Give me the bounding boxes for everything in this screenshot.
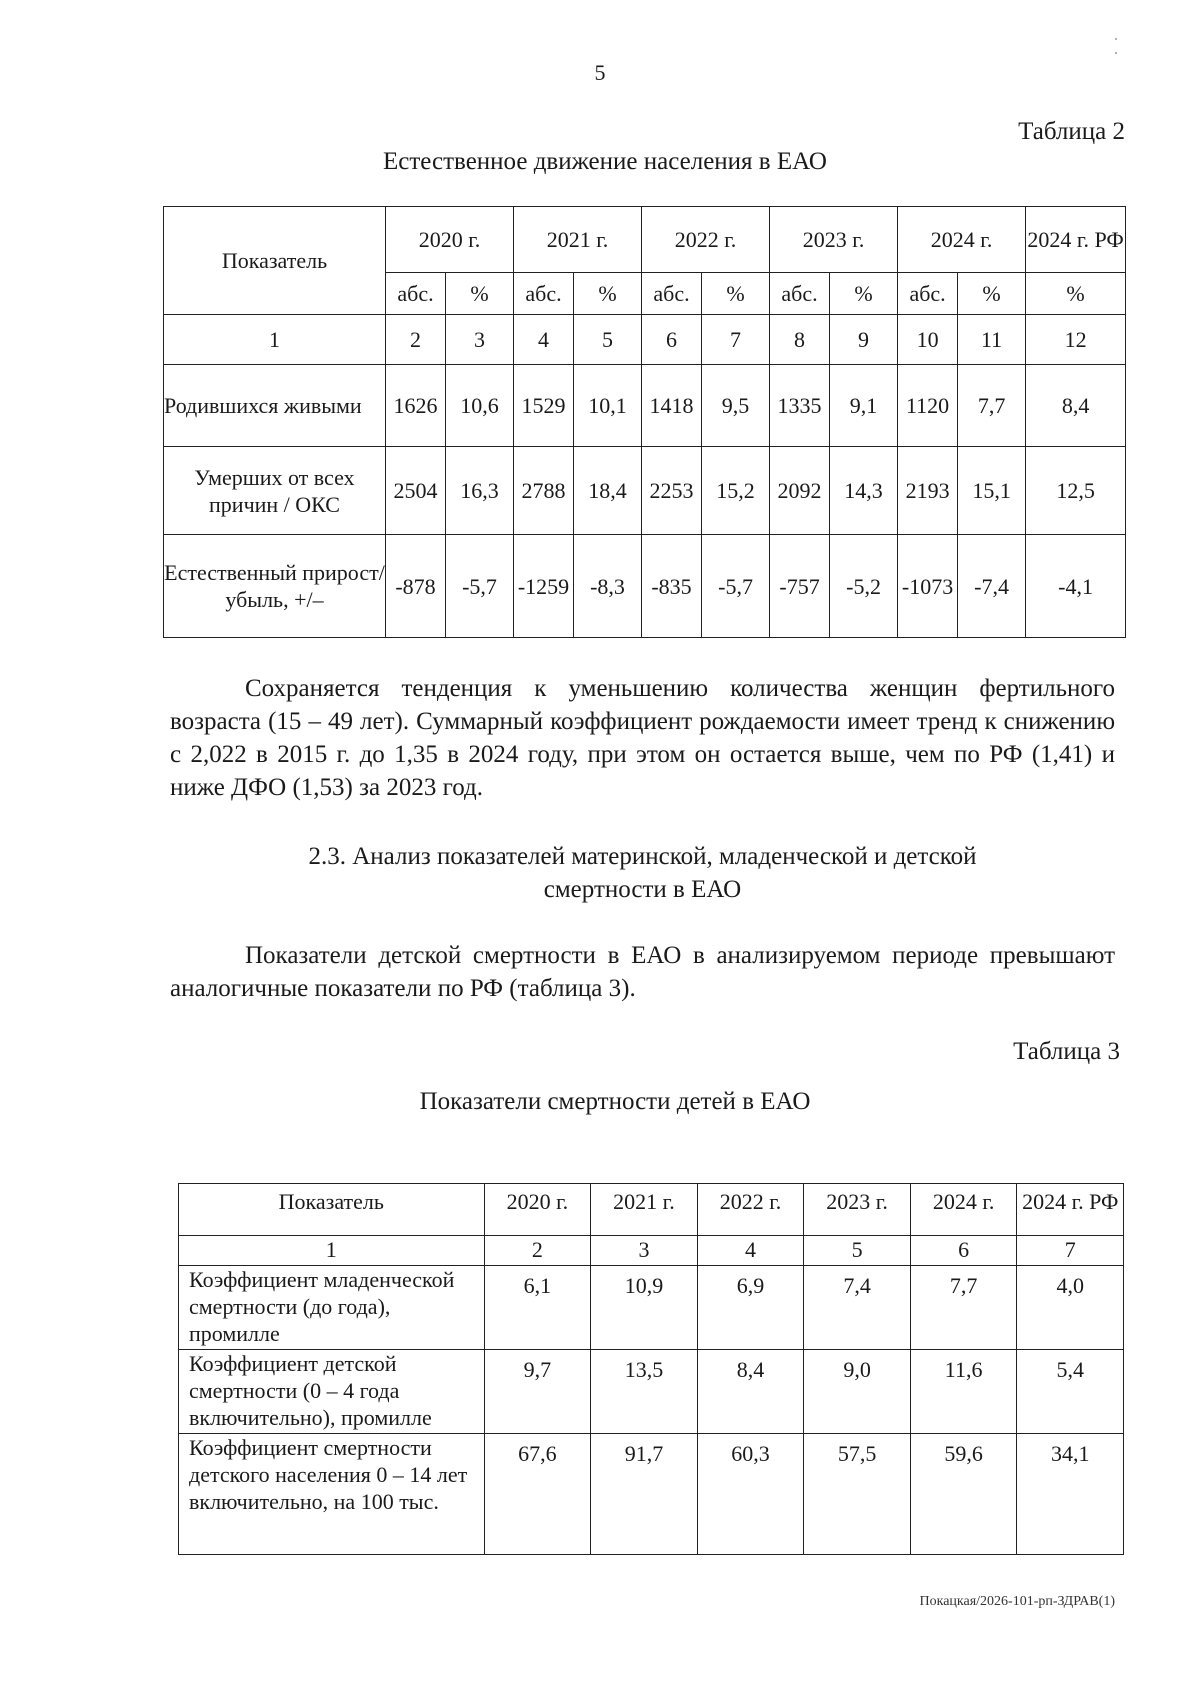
table3-colnum: 1 <box>179 1236 485 1266</box>
table3-header-year: 2021 г. <box>591 1184 698 1236</box>
table2-cell: 15,1 <box>958 447 1026 535</box>
table2-title: Естественное движение населения в ЕАО <box>383 148 827 175</box>
table-natural-movement <box>163 206 1126 638</box>
paragraph-fertility: Сохраняется тенденция к уменьшению количества женщин фертильного возраста (15 – 49 лет). Суммарный коэффициент рождаемости имеет тренд к снижению с 2,022 в 2015 г. до 1,35 в 2024 году, при этом он остается выше, чем по РФ (1,41) и ниже ДФО (1,53) за 2023 год. <box>170 675 1115 801</box>
table3-cell: 13,5 <box>591 1350 698 1434</box>
table2-colnum: 7 <box>702 315 770 365</box>
table3-cell: 11,6 <box>910 1350 1017 1434</box>
table3-cell: 57,5 <box>804 1434 911 1555</box>
table2-label: Таблица 2 <box>1018 118 1125 145</box>
table2-row-deaths <box>164 447 1126 535</box>
table3-cell: 60,3 <box>697 1434 804 1555</box>
table3-label: Таблица 3 <box>1013 1038 1120 1065</box>
table2-cell: 10,1 <box>574 365 642 447</box>
table3-row-child-0-14 <box>179 1434 1124 1555</box>
table2-colnum: 3 <box>446 315 514 365</box>
table2-cell: 2504 <box>386 447 446 535</box>
table3-cell: 59,6 <box>910 1434 1017 1555</box>
section-title-line: 2.3. Анализ показателей материнской, младенческой и детской <box>308 843 977 870</box>
table2-header-year: 2020 г. <box>386 207 514 273</box>
table3-header-indicator: Показатель <box>179 1184 485 1236</box>
table2-cell: 2788 <box>514 447 574 535</box>
table2-cell: 2092 <box>770 447 830 535</box>
table2-cell: -5,2 <box>830 535 898 638</box>
table2-row-label: Естественный прирост/убыль, +/– <box>164 535 386 638</box>
table2-cell: -4,1 <box>1026 535 1126 638</box>
table2-header-year: 2021 г. <box>514 207 642 273</box>
page-number: 5 <box>594 60 606 85</box>
document-footer: Покацкая/2026-101-рп-ЗДРАВ(1) <box>919 1594 1115 1609</box>
table2-cell: 9,1 <box>830 365 898 447</box>
table2-header-year: 2022 г. <box>642 207 770 273</box>
table2-sub-pct: % <box>574 273 642 315</box>
table2-cell: 12,5 <box>1026 447 1126 535</box>
table2-sub-abs: абс. <box>386 273 446 315</box>
table2-sub-pct: % <box>1026 273 1126 315</box>
table3-header-year: 2023 г. <box>804 1184 911 1236</box>
table3-cell: 67,6 <box>484 1434 591 1555</box>
table2-row-label: Умерших от всех причин / ОКС <box>164 447 386 535</box>
table2-colnum: 9 <box>830 315 898 365</box>
table2-cell: 7,7 <box>958 365 1026 447</box>
table3-cell: 6,9 <box>697 1266 804 1350</box>
section-title <box>170 840 1115 906</box>
table2-cell: 10,6 <box>446 365 514 447</box>
table3-colnum: 6 <box>910 1236 1017 1266</box>
table3-cell: 4,0 <box>1017 1266 1124 1350</box>
table2-cell: 16,3 <box>446 447 514 535</box>
table2-cell: -1259 <box>514 535 574 638</box>
table3-cell: 9,7 <box>484 1350 591 1434</box>
table2-sub-abs: абс. <box>514 273 574 315</box>
table3-cell: 10,9 <box>591 1266 698 1350</box>
table-child-mortality <box>178 1183 1124 1555</box>
table3-header-rf: 2024 г. РФ <box>1017 1184 1124 1236</box>
table2-colnum: 4 <box>514 315 574 365</box>
table3-row-label: Коэффициент детской смертности (0 – 4 года включительно), промилле <box>179 1350 485 1434</box>
table2-header-rf: 2024 г. РФ <box>1026 207 1126 273</box>
table3-cell: 9,0 <box>804 1350 911 1434</box>
table3-header-year: 2020 г. <box>484 1184 591 1236</box>
table3-cell: 7,7 <box>910 1266 1017 1350</box>
table2-cell: 1120 <box>898 365 958 447</box>
table3-row-infant <box>179 1266 1124 1350</box>
table2-sub-pct: % <box>830 273 898 315</box>
table2-row-natural-growth <box>164 535 1126 638</box>
table3-row-label: Коэффициент смертности детского населения 0 – 14 лет включительно, на 100 тыс. <box>179 1434 485 1555</box>
table2-sub-abs: абс. <box>898 273 958 315</box>
table3-colnum: 4 <box>697 1236 804 1266</box>
section-title-line: смертности в ЕАО <box>543 876 742 903</box>
table2-cell: 18,4 <box>574 447 642 535</box>
table2-cell: 1418 <box>642 365 702 447</box>
table2-colnum: 5 <box>574 315 642 365</box>
paragraph-child-mortality: Показатели детской смертности в ЕАО в анализируемом периоде превышают аналогичные показатели по РФ (таблица 3). <box>170 942 1115 1002</box>
table2-cell: 1529 <box>514 365 574 447</box>
table3-cell: 8,4 <box>697 1350 804 1434</box>
table3-cell: 5,4 <box>1017 1350 1124 1434</box>
table2-cell: 8,4 <box>1026 365 1126 447</box>
table2-cell: -5,7 <box>702 535 770 638</box>
scan-mark <box>1115 52 1117 54</box>
table2-sub-abs: абс. <box>770 273 830 315</box>
table3-colnum: 7 <box>1017 1236 1124 1266</box>
table2-cell: 14,3 <box>830 447 898 535</box>
table2-cell: 15,2 <box>702 447 770 535</box>
table2-sub-pct: % <box>958 273 1026 315</box>
table2-colnum: 6 <box>642 315 702 365</box>
table3-cell: 91,7 <box>591 1434 698 1555</box>
table2-colnum: 11 <box>958 315 1026 365</box>
table2-colnum: 12 <box>1026 315 1126 365</box>
table2-cell: -1073 <box>898 535 958 638</box>
table2-header-indicator: Показатель <box>164 207 386 315</box>
table2-cell: 9,5 <box>702 365 770 447</box>
table3-colnum: 5 <box>804 1236 911 1266</box>
table2-colnum: 10 <box>898 315 958 365</box>
table3-header-year: 2022 г. <box>697 1184 804 1236</box>
table3-cell: 6,1 <box>484 1266 591 1350</box>
table3-title: Показатели смертности детей в ЕАО <box>419 1088 811 1115</box>
table2-colnum: 1 <box>164 315 386 365</box>
table2-cell: 2253 <box>642 447 702 535</box>
table2-cell: 2193 <box>898 447 958 535</box>
scan-mark <box>1115 38 1117 40</box>
table3-header-row <box>179 1184 1124 1236</box>
table3-row-child-0-4 <box>179 1350 1124 1434</box>
table3-colnum-row <box>179 1236 1124 1266</box>
table2-cell: -7,4 <box>958 535 1026 638</box>
table3-cell: 34,1 <box>1017 1434 1124 1555</box>
table2-cell: -878 <box>386 535 446 638</box>
table3-row-label: Коэффициент младенческой смертности (до года), промилле <box>179 1266 485 1350</box>
table2-cell: -5,7 <box>446 535 514 638</box>
table2-sub-pct: % <box>446 273 514 315</box>
table2-row-label: Родившихся живыми <box>164 365 386 447</box>
table2-cell: -8,3 <box>574 535 642 638</box>
table2-cell: 1626 <box>386 365 446 447</box>
table2-cell: -757 <box>770 535 830 638</box>
table2-header-year: 2024 г. <box>898 207 1026 273</box>
table2-cell: 1335 <box>770 365 830 447</box>
table2-colnum: 2 <box>386 315 446 365</box>
table2-colnum-row <box>164 315 1126 365</box>
table3-cell: 7,4 <box>804 1266 911 1350</box>
table3-colnum: 3 <box>591 1236 698 1266</box>
table2-header-row <box>164 207 1126 273</box>
table2-colnum: 8 <box>770 315 830 365</box>
table2-cell: -835 <box>642 535 702 638</box>
table2-header-year: 2023 г. <box>770 207 898 273</box>
table2-sub-abs: абс. <box>642 273 702 315</box>
table2-sub-pct: % <box>702 273 770 315</box>
table3-colnum: 2 <box>484 1236 591 1266</box>
table3-header-year: 2024 г. <box>910 1184 1017 1236</box>
table2-row-births <box>164 365 1126 447</box>
